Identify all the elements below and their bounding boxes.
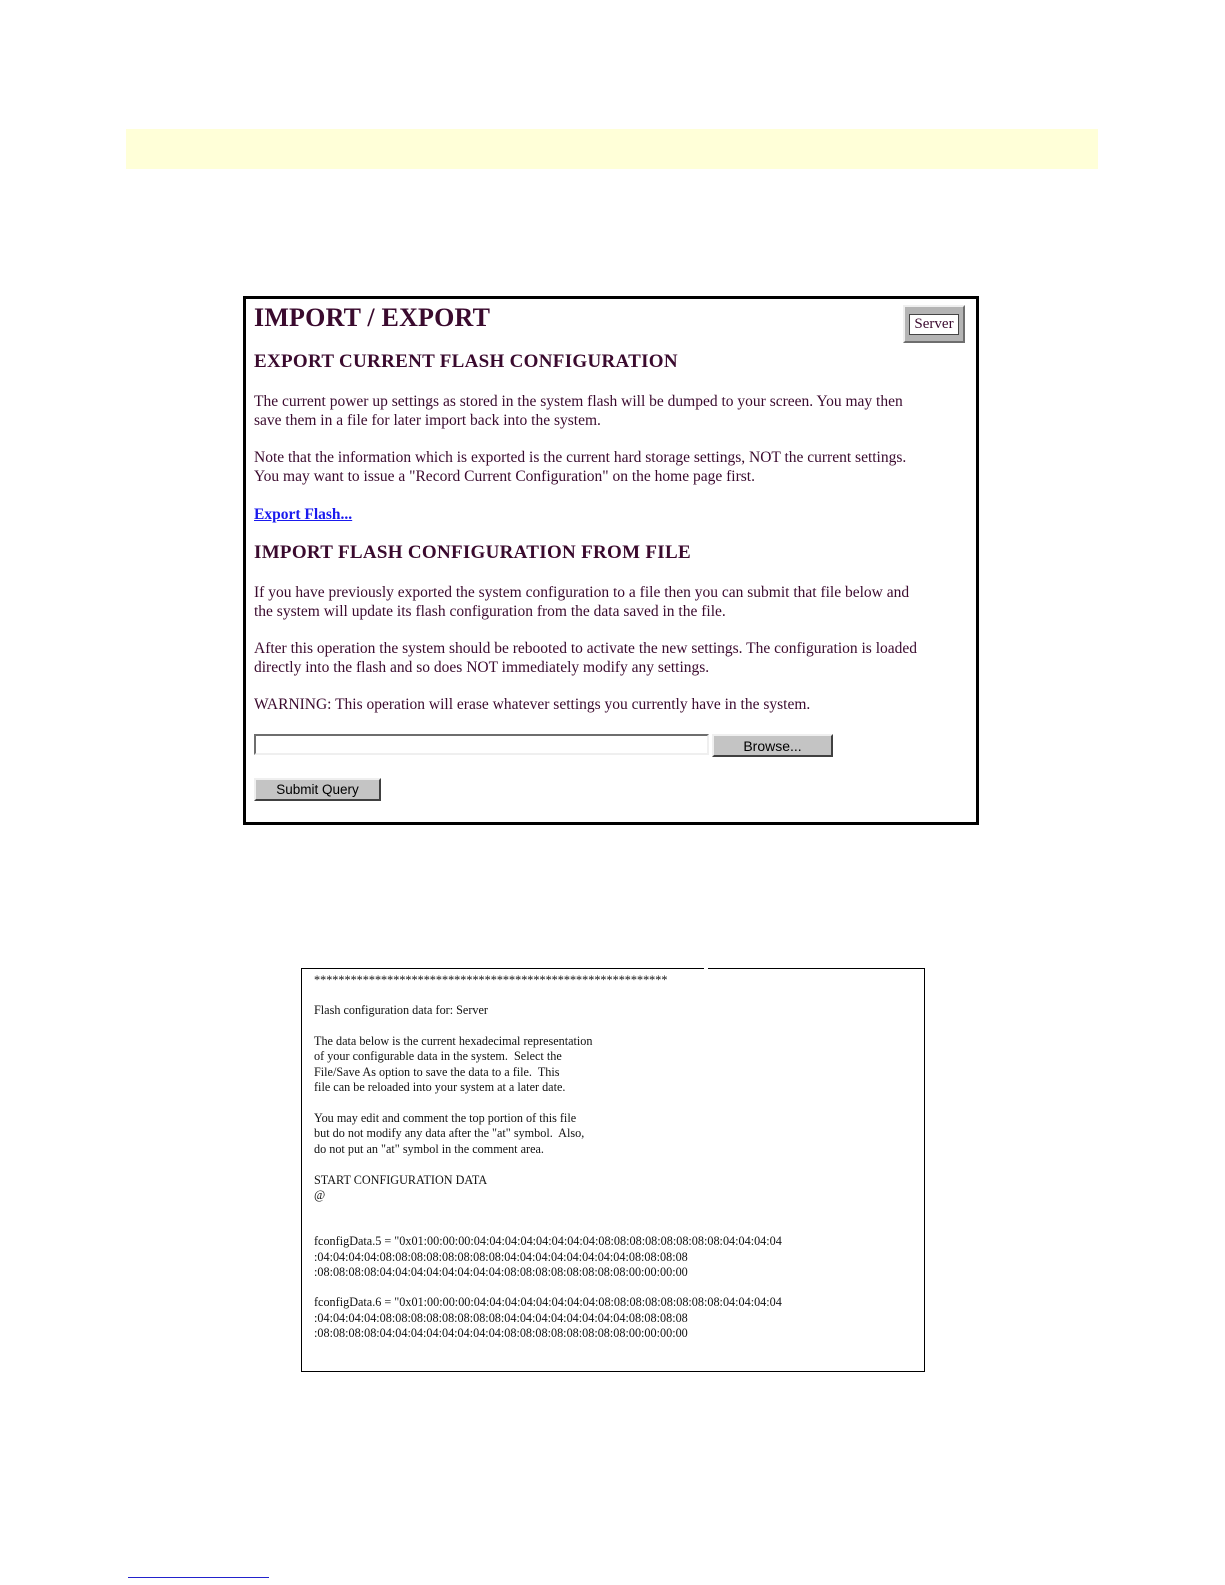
import-para2-line2: directly into the flash and so does NOT immediately modify any settings.	[254, 659, 710, 676]
import-export-panel	[243, 296, 979, 825]
dump-note-1: You may edit and comment the top portion of this file	[314, 1111, 577, 1125]
export-description	[254, 392, 974, 430]
import-para1-line1: If you have previously exported the system configuration to a file then you can submit that file below and	[254, 584, 910, 601]
server-button-label: Server	[909, 314, 958, 335]
browse-button[interactable]: Browse...	[712, 734, 833, 757]
dump-desc-1: The data below is the current hexadecimal representation	[314, 1034, 593, 1048]
cfg5-line-3: :08:08:08:08:04:04:04:04:04:04:04:04:08:08:08:08:08:08:08:08:00:00:00:00	[314, 1265, 688, 1279]
import-para2-line1: After this operation the system should be rebooted to activate the new settings. The configuration is loaded	[254, 640, 918, 657]
dump-start: START CONFIGURATION DATA	[314, 1173, 488, 1187]
export-para1-line1: The current power up settings as stored in the system flash will be dumped to your screen. You may then	[254, 393, 903, 410]
export-para1-line2: save them in a file for later import back into the system.	[254, 412, 601, 429]
export-para2-line1: Note that the information which is exported is the current hard storage settings, NOT the current settings.	[254, 449, 907, 466]
server-button[interactable]	[903, 305, 965, 343]
dump-at-symbol: @	[314, 1188, 326, 1202]
import-para1-line2: the system will update its flash configuration from the data saved in the file.	[254, 603, 726, 620]
export-flash-link[interactable]: Export Flash...	[254, 506, 353, 523]
footer-rule	[128, 1577, 269, 1578]
cfg6-line-2: :04:04:04:04:08:08:08:08:08:08:08:08:04:04:04:04:04:04:04:04:08:08:08:08	[314, 1311, 688, 1325]
import-description	[254, 583, 974, 621]
export-heading: EXPORT CURRENT FLASH CONFIGURATION	[254, 351, 678, 372]
page-title: IMPORT / EXPORT	[254, 303, 491, 332]
warning-text: WARNING: This operation will erase whatever settings you currently have in the system.	[254, 696, 811, 713]
dump-stars: **********************************************************	[314, 973, 668, 987]
dump-desc-3: File/Save As option to save the data to a file. This	[314, 1065, 560, 1079]
dump-note-3: do not put an "at" symbol in the comment area.	[314, 1142, 544, 1156]
dump-desc-4: file can be reloaded into your system at a later date.	[314, 1080, 566, 1094]
cfg6-line-1: fconfigData.6 = "0x01:00:00:00:04:04:04:04:04:04:04:04:08:08:08:08:08:08:08:08:04:04:04:04	[314, 1295, 782, 1309]
cfg6-line-3: :08:08:08:08:04:04:04:04:04:04:04:04:08:08:08:08:08:08:08:08:00:00:00:00	[314, 1326, 688, 1340]
export-note	[254, 448, 974, 486]
dump-header: Flash configuration data for: Server	[314, 1003, 488, 1017]
export-para2-line2: You may want to issue a "Record Current Configuration" on the home page first.	[254, 468, 755, 485]
dump-note-2: but do not modify any data after the "at" symbol. Also,	[314, 1126, 585, 1140]
import-heading: IMPORT FLASH CONFIGURATION FROM FILE	[254, 542, 691, 563]
dump-desc-2: of your configurable data in the system. Select the	[314, 1049, 562, 1063]
border-gap	[704, 968, 708, 970]
file-path-input[interactable]	[254, 734, 709, 755]
cfg5-line-2: :04:04:04:04:08:08:08:08:08:08:08:08:04:04:04:04:04:04:04:04:08:08:08:08	[314, 1250, 688, 1264]
header-band	[126, 129, 1098, 169]
submit-query-button[interactable]: Submit Query	[254, 778, 381, 801]
cfg5-line-1: fconfigData.5 = "0x01:00:00:00:04:04:04:04:04:04:04:04:08:08:08:08:08:08:08:08:04:04:04:04	[314, 1234, 782, 1248]
import-note	[254, 639, 974, 677]
flash-dump-panel	[301, 968, 925, 1372]
